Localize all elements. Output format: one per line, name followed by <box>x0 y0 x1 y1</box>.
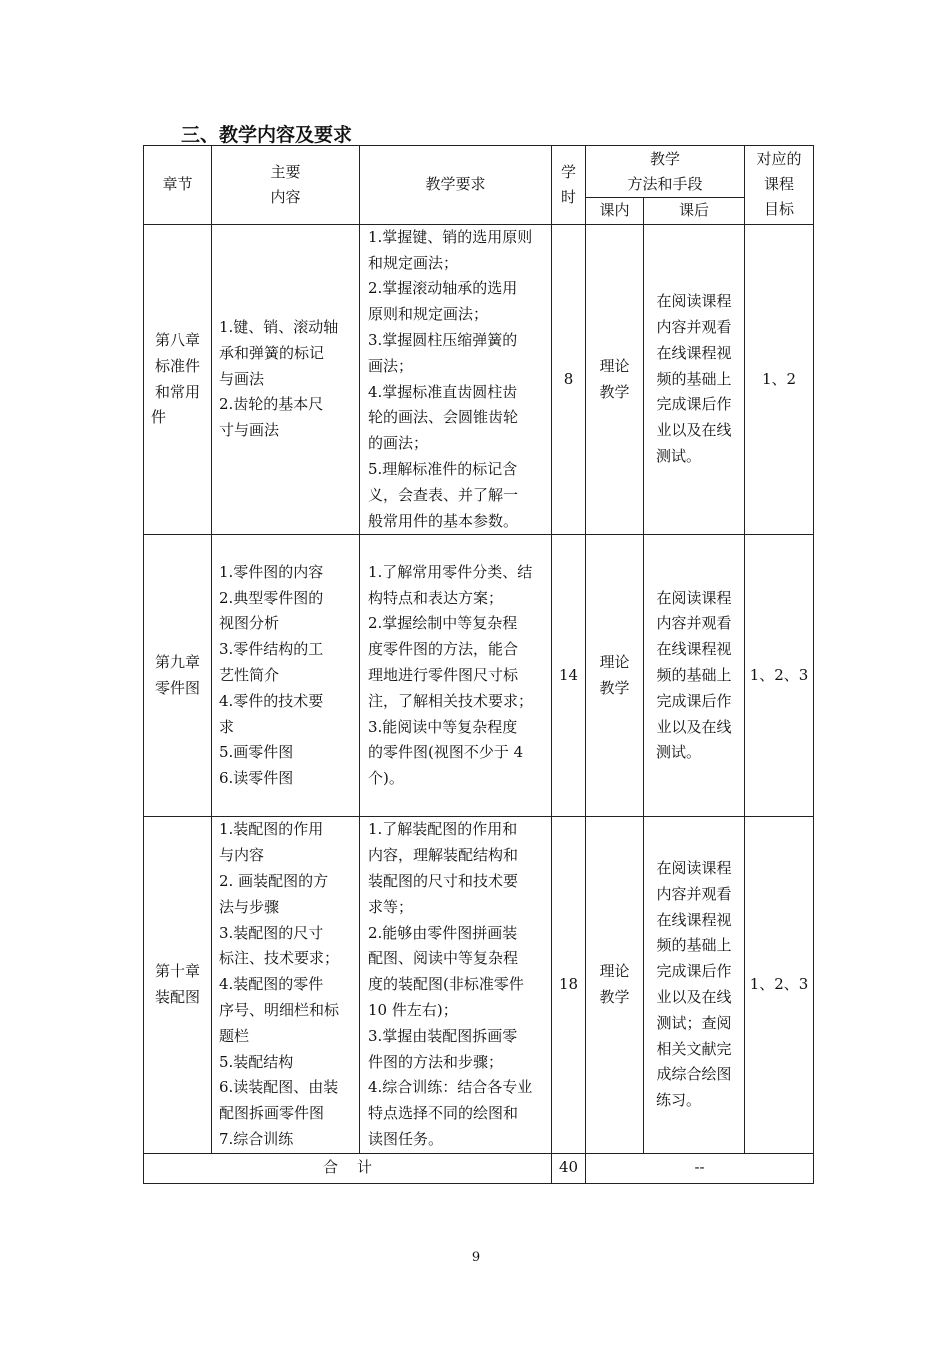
line: 测试；查阅 <box>656 1013 732 1032</box>
table-row <box>144 817 814 1153</box>
line: 1.键、销、滚动轴 <box>219 318 339 337</box>
line: 轮的画法、会圆锥齿轮 <box>368 408 519 427</box>
line: 承和弹簧的标记 <box>219 343 325 362</box>
line: 求等； <box>368 897 414 916</box>
line: 1.了解常用零件分类、结 <box>368 562 533 581</box>
in-class-cell <box>586 817 644 1153</box>
line: 业以及在线 <box>656 988 732 1007</box>
line: 6.读装配图、由装 <box>219 1078 339 1097</box>
line: 零件图 <box>154 678 200 697</box>
requirements-cell <box>360 535 552 817</box>
line: 件图的方法和步骤； <box>368 1052 504 1071</box>
line: 般常用件的基本参数。 <box>368 511 519 530</box>
line: 法与步骤 <box>219 897 280 916</box>
line: 10 件左右)； <box>368 1000 458 1019</box>
requirements-cell <box>360 817 552 1153</box>
line: 3.掌握圆柱压缩弹簧的 <box>368 330 518 349</box>
line: 3.零件结构的工 <box>219 640 324 659</box>
line: 1.零件图的内容 <box>219 562 324 581</box>
line: 在线课程视 <box>656 640 732 659</box>
table-row <box>144 535 814 817</box>
line: 1.掌握键、销的选用原则 <box>368 227 533 246</box>
header-hours <box>552 146 586 225</box>
line: 在阅读课程 <box>656 292 732 311</box>
line: 完成课后作 <box>656 691 732 710</box>
header-methods-line: 方法和手段 <box>627 174 703 193</box>
line: 5.画零件图 <box>219 743 294 762</box>
header-hours-line: 时 <box>560 187 576 206</box>
header-objectives-line: 目标 <box>764 200 795 219</box>
after-class-cell <box>644 535 745 817</box>
line: 测试。 <box>656 743 702 762</box>
hours-cell: 14 <box>552 535 586 817</box>
line: 装配图 <box>154 988 200 1007</box>
line: 2.典型零件图的 <box>219 588 324 607</box>
objectives-cell: 1、2、3 <box>745 535 814 817</box>
line: 求 <box>219 717 235 736</box>
line: 1.装配图的作用 <box>219 820 324 839</box>
total-hours: 40 <box>552 1153 586 1183</box>
line: 2.掌握绘制中等复杂程 <box>368 614 518 633</box>
line: 4.零件的技术要 <box>219 691 324 710</box>
in-class-cell <box>586 224 644 535</box>
course-content-table <box>143 145 814 1184</box>
line: 第八章 <box>154 330 200 349</box>
line: 5.装配结构 <box>219 1052 294 1071</box>
header-hours-line: 学 <box>560 162 576 181</box>
table-row <box>144 224 814 535</box>
in-class-cell <box>586 535 644 817</box>
header-in-class: 课内 <box>586 198 644 225</box>
line: 3.能阅读中等复杂程度 <box>368 717 518 736</box>
line: 的零件图(视图不少于 4 <box>368 743 524 762</box>
line: 第九章 <box>154 653 200 672</box>
line: 4.装配图的零件 <box>219 975 324 994</box>
line: 题栏 <box>219 1026 250 1045</box>
line: 频的基础上 <box>656 936 732 955</box>
page-number: 9 <box>471 1250 481 1265</box>
line: 理地进行零件图尺寸标 <box>368 665 519 684</box>
hours-cell: 18 <box>552 817 586 1153</box>
line: 画法； <box>368 356 414 375</box>
line: 个)。 <box>368 769 404 788</box>
line: 构特点和表达方案； <box>368 588 504 607</box>
hours-cell: 8 <box>552 224 586 535</box>
header-chapter: 章节 <box>144 146 212 225</box>
line: 和规定画法； <box>368 253 459 272</box>
line: 理论 <box>599 356 630 375</box>
line: 和常用 <box>154 382 200 401</box>
line: 2.掌握滚动轴承的选用 <box>368 279 518 298</box>
header-methods-line: 教学 <box>650 149 681 168</box>
line: 2.能够由零件图拼画装 <box>368 923 518 942</box>
line: 视图分析 <box>219 614 280 633</box>
line: 标准件 <box>154 356 200 375</box>
line: 在阅读课程 <box>656 859 732 878</box>
line: 理论 <box>599 962 630 981</box>
line: 教学 <box>599 678 630 697</box>
line: 练习。 <box>656 1091 702 1110</box>
line: 频的基础上 <box>656 665 732 684</box>
line: 注，了解相关技术要求； <box>368 691 534 710</box>
header-main-content-line: 主要 <box>270 162 301 181</box>
after-class-cell <box>644 817 745 1153</box>
content-cell <box>212 224 360 535</box>
line: 艺性简介 <box>219 665 280 684</box>
total-row <box>144 1153 814 1183</box>
line: 标注、技术要求； <box>219 949 340 968</box>
line: 第十章 <box>154 962 200 981</box>
header-objectives-line: 对应的 <box>756 150 802 169</box>
line: 在线课程视 <box>656 343 732 362</box>
line: 4.综合训练：结合各专业 <box>368 1078 533 1097</box>
line: 与画法 <box>219 369 265 388</box>
objectives-cell: 1、2、3 <box>745 817 814 1153</box>
line: 2. 画装配图的方 <box>219 871 329 890</box>
line: 成综合绘图 <box>656 1065 732 1084</box>
line: 配图、阅读中等复杂程 <box>368 949 519 968</box>
content-cell <box>212 817 360 1153</box>
line: 教学 <box>599 988 630 1007</box>
line: 原则和规定画法； <box>368 305 489 324</box>
line: 5.理解标准件的标记含 <box>368 459 518 478</box>
line: 与内容 <box>219 846 265 865</box>
line: 的画法； <box>368 434 429 453</box>
line: 件 <box>151 408 167 427</box>
line: 频的基础上 <box>656 369 732 388</box>
line: 3.掌握由装配图拆画零 <box>368 1026 518 1045</box>
line: 7.综合训练 <box>219 1129 294 1148</box>
line: 序号、明细栏和标 <box>219 1000 340 1019</box>
line: 内容，理解装配结构和 <box>368 846 519 865</box>
line: 理论 <box>599 653 630 672</box>
header-main-content-line: 内容 <box>270 187 301 206</box>
line: 4.掌握标准直齿圆柱齿 <box>368 382 518 401</box>
line: 读图任务。 <box>368 1129 444 1148</box>
header-requirements: 教学要求 <box>360 146 552 225</box>
line: 特点选择不同的绘图和 <box>368 1104 519 1123</box>
header-after-class: 课后 <box>644 198 745 225</box>
line: 相关文献完 <box>656 1039 732 1058</box>
line: 在线课程视 <box>656 910 732 929</box>
line: 度的装配图(非标准零件 <box>368 975 524 994</box>
line: 内容并观看 <box>656 614 732 633</box>
line: 1.了解装配图的作用和 <box>368 820 518 839</box>
line: 测试。 <box>656 447 702 466</box>
line: 寸与画法 <box>219 421 280 440</box>
section-title: 三、教学内容及要求 <box>181 124 353 146</box>
total-label: 合 计 <box>144 1153 552 1183</box>
line: 内容并观看 <box>656 884 732 903</box>
line: 装配图的尺寸和技术要 <box>368 871 519 890</box>
line: 3.装配图的尺寸 <box>219 923 324 942</box>
line: 内容并观看 <box>656 318 732 337</box>
total-rest: -- <box>586 1153 814 1183</box>
content-cell <box>212 535 360 817</box>
chapter-cell <box>144 224 212 535</box>
requirements-cell <box>360 224 552 535</box>
chapter-cell <box>144 817 212 1153</box>
line: 6.读零件图 <box>219 769 294 788</box>
line: 配图拆画零件图 <box>219 1104 325 1123</box>
line: 完成课后作 <box>656 962 732 981</box>
objectives-cell: 1、2 <box>745 224 814 535</box>
line: 业以及在线 <box>656 421 732 440</box>
header-objectives <box>745 146 814 225</box>
header-methods <box>586 146 745 198</box>
line: 完成课后作 <box>656 395 732 414</box>
chapter-cell <box>144 535 212 817</box>
line: 义，会查表、并了解一 <box>368 485 519 504</box>
line: 教学 <box>599 382 630 401</box>
header-main-content <box>212 146 360 225</box>
line: 度零件图的方法，能合 <box>368 640 519 659</box>
after-class-cell <box>644 224 745 535</box>
line: 2.齿轮的基本尺 <box>219 395 324 414</box>
line: 业以及在线 <box>656 717 732 736</box>
header-objectives-line: 课程 <box>764 175 795 194</box>
line: 在阅读课程 <box>656 588 732 607</box>
